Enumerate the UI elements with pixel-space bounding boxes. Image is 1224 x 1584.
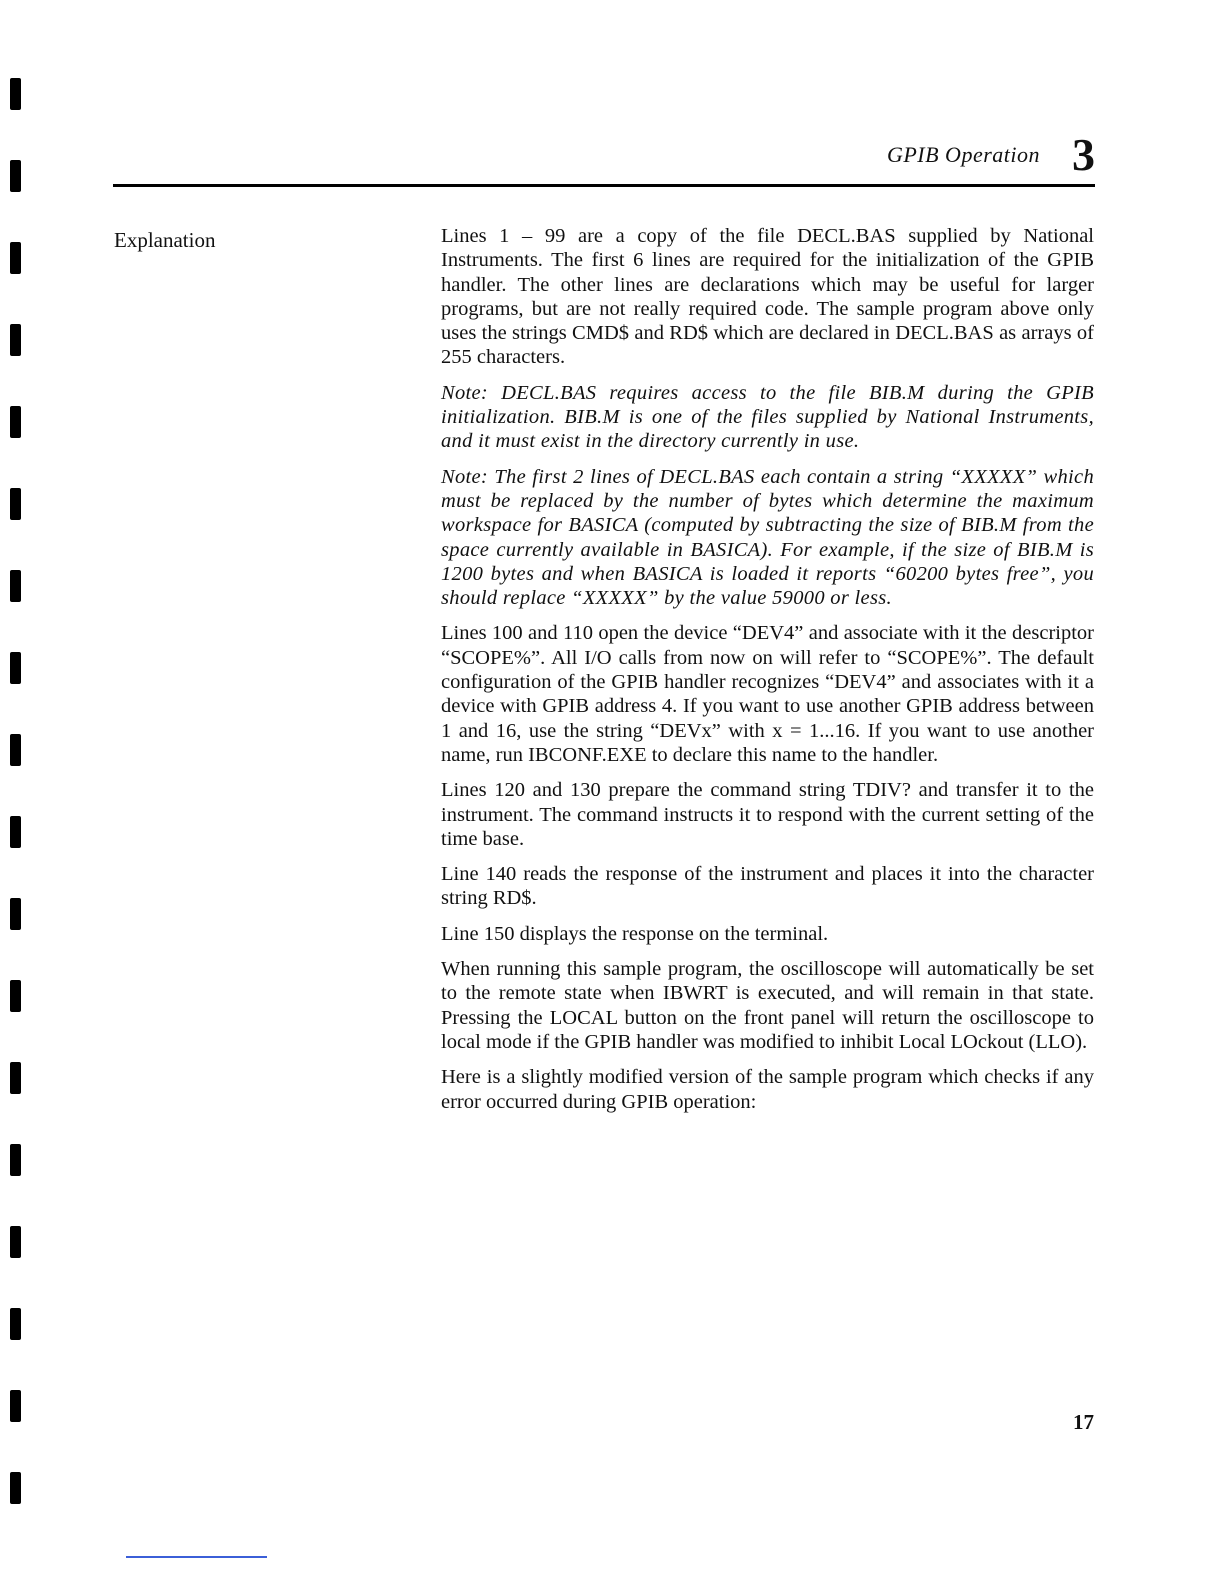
paragraph: Lines 120 and 130 prepare the command string TDIV? and transfer it to the instrument. The command instructs it to respond with the current setting of the time base. [441,779,1094,850]
binding-hole [10,570,21,602]
footer-line [126,1556,267,1558]
binding-hole [10,488,21,520]
binding-hole [10,980,21,1012]
binding-hole [10,1308,21,1340]
paragraph: Here is a slightly modified version of the sample program which checks if any error occurred during GPIB operation: [441,1066,1094,1113]
page-header [113,128,1095,188]
paragraph: Lines 100 and 110 open the device “DEV4” and associate with it the descriptor “SCOPE%”. All I/O calls from now on will refer to “SCOPE%”. The default configuration of the GPIB handler recognizes “DEV4” and associates with it a device with GPIB address 4. If you want to use another GPIB address between 1 and 16, use the string “DEVx” with x = 1...16. If you want to use another name, run IBCONF.EXE to declare this name to the handler. [441,622,1094,766]
binding-holes [0,0,40,1584]
paragraph: Line 150 displays the response on the terminal. [441,922,829,945]
body-text [441,224,1094,1125]
note-paragraph: Note: The first 2 lines of DECL.BAS each contain a string “XXXXX” which must be replaced by the number of bytes which determine the maximum workspace for BASICA (computed by subtracting the size of BIB.M from the space currently available in BASICA). For example, if the size of BIB.M is 1200 bytes and when BASICA is loaded it reports “60200 bytes free”, you should replace “XXXXX” by the value 59000 or less. [441,465,1094,610]
paragraph: Line 140 reads the response of the instrument and places it into the character string RD$. [441,863,1094,910]
note-paragraph: Note: DECL.BAS requires access to the file BIB.M during the GPIB initialization. BIB.M is one of the files supplied by National Instruments, and it must exist in the directory currently in use. [441,381,1094,453]
side-heading: Explanation [114,228,216,252]
paragraph: When running this sample program, the oscilloscope will automatically be set to the remote state when IBWRT is executed, and will remain in that state. Pressing the LOCAL button on the front panel will return the oscilloscope to local mode if the GPIB handler was modified to inhibit Local LOckout (LLO). [441,958,1094,1053]
binding-hole [10,324,21,356]
paragraph: Lines 1 – 99 are a copy of the file DECL.BAS supplied by National Instruments. The first 6 lines are required for the initialization of the GPIB handler. The other lines are declarations which may be useful for larger programs, but are not really required code. The sample program above only uses the strings CMD$ and RD$ which are declared in DECL.BAS as arrays of 255 characters. [441,225,1094,369]
binding-hole [10,406,21,438]
binding-hole [10,160,21,192]
binding-hole [10,1226,21,1258]
binding-hole [10,242,21,274]
binding-hole [10,816,21,848]
section-title: GPIB Operation [886,142,1040,167]
binding-hole [10,898,21,930]
binding-hole [10,734,21,766]
binding-hole [10,78,21,110]
binding-hole [10,1390,21,1422]
binding-hole [10,1144,21,1176]
header-rule [113,184,1095,187]
binding-hole [10,652,21,684]
binding-hole [10,1472,21,1504]
chapter-number: 3 [1072,129,1095,180]
binding-hole [10,1062,21,1094]
page-number: 17 [1073,1410,1094,1434]
